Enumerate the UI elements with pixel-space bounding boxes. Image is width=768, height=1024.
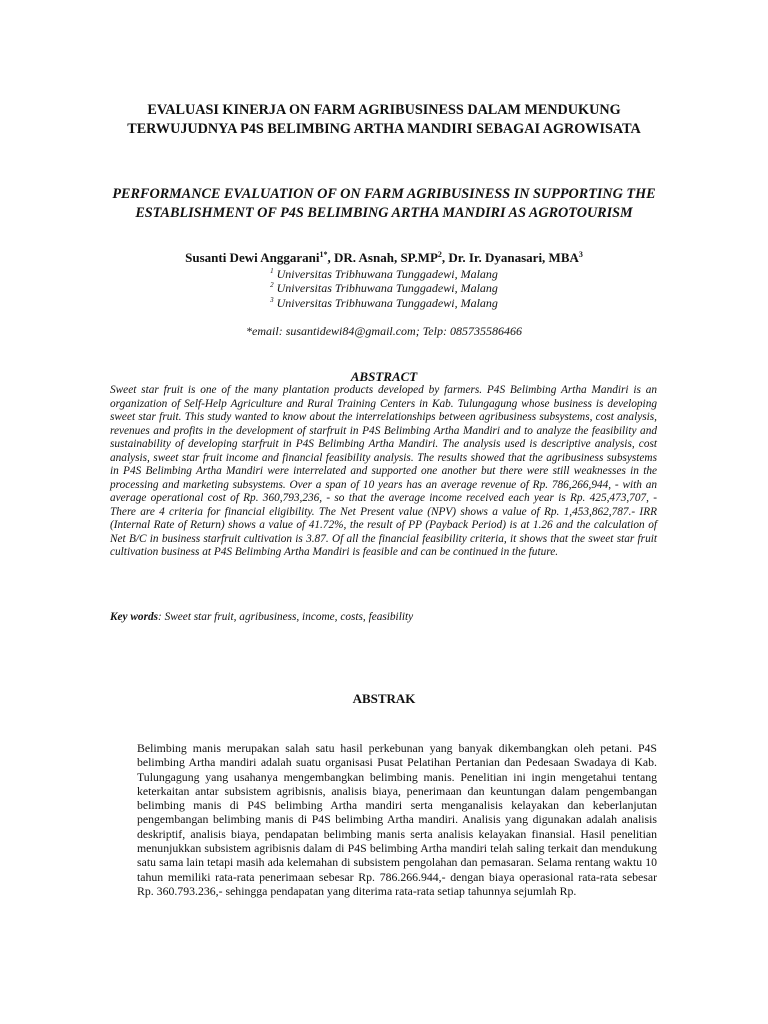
author-name: Susanti Dewi Anggarani [185, 250, 320, 265]
affiliation-line [100, 281, 668, 295]
paper-title-indonesian: EVALUASI KINERJA ON FARM AGRIBUSINESS DALAM MENDUKUNG TERWUJUDNYA P4S BELIMBING ARTHA MANDIRI SEBAGAI AGROWISATA [127, 102, 641, 137]
keywords-line [110, 611, 657, 625]
author-separator: , [441, 250, 449, 265]
author-affiliation-mark: 2 [437, 250, 442, 259]
author-name: Dr. Ir. Dyanasari, MBA [448, 250, 579, 265]
author-affiliation-mark: 3 [578, 250, 583, 259]
abstract-heading: ABSTRACT [350, 369, 418, 384]
affiliation-mark: 3 [270, 296, 274, 304]
paper-title-english: PERFORMANCE EVALUATION OF ON FARM AGRIBUSINESS IN SUPPORTING THE ESTABLISHMENT OF P4S BELIMBING ARTHA MANDIRI AS AGROTOURISM [112, 186, 656, 221]
affiliation-text: Universitas Tribhuwana Tunggadewi, Malang [276, 281, 498, 295]
author-list [60, 250, 708, 266]
affiliation-text: Universitas Tribhuwana Tunggadewi, Malang [276, 267, 498, 281]
author-name: DR. Asnah, SP.MP [333, 250, 438, 265]
abstrak-heading: ABSTRAK [352, 691, 416, 706]
abstract-body: Sweet star fruit is one of the many plantation products developed by farmers. P4S Belimbing Artha Mandiri is an organization of Self-Help Agriculture and Rural Training Centers in Kab. Tulungagung whose business is developing sweet star fruit. This study wanted to know about the interrelationships between agribusiness subsystems, cost analysis, revenues and profits in the development of starfruit in P4S Belimbing Artha Mandiri and to analyze the feasibility and sustainability of developing starfruit in P4S Belimbing Artha Mandiri. The analysis used is descriptive analysis, cost analysis, sweet star fruit income and financial feasibility analysis. The results showed that the agribusiness subsystems in P4S Belimbing Artha Mandiri were interrelated and supported one another but there were still weaknesses in the processing and marketing subsystems. Over a span of 10 years has an average revenue of Rp. 786,266,944, - with an average operational cost of Rp. 360,793,236, - so that the average income received each year is Rp. 425,473,707, - There are 4 criteria for financial eligibility. The Net Present value (NPV) shows a value of Rp. 1,453,862,787.- IRR (Internal Rate of Return) shows a value of 41.72%, the result of PP (Payback Period) is at 1.26 and the calculation of Net B/C in business starfruit cultivation is 3.87. Of all the financial feasibility criteria, it shows that the sweet star fruit cultivation business at P4S Belimbing Artha Mandiri is feasible and can be continued in the future. [110, 384, 657, 558]
author-separator: , [327, 250, 334, 265]
keywords-label: Key words [110, 611, 159, 623]
affiliation-mark: 1 [270, 267, 274, 275]
author-affiliation-mark: 1* [319, 250, 328, 259]
affiliation-text: Universitas Tribhuwana Tunggadewi, Malang [276, 296, 498, 310]
affiliation-mark: 2 [270, 281, 274, 289]
affiliation-line [100, 267, 668, 281]
contact-email: *email: susantidewi84@gmail.com; Telp: 085735586466 [246, 324, 522, 338]
abstrak-body: Belimbing manis merupakan salah satu hasil perkebunan yang banyak dikembangkan oleh petani. P4S belimbing Artha mandiri adalah suatu organisasi Pusat Pelatihan Pertanian dan Pedesaan Swadaya di Kab. Tulungagung yang usahanya mengembangkan belimbing manis. Penelitian ini ingin mengetahui tentang keterkaitan antar subsistem agribisnis, analisis biaya, penerimaan dan keuntungan dalam pengembangan belimbing manis di P4S belimbing Artha mandiri serta menganalisis kelayakan dan keberlanjutan pengembangan belimbing manis di P4S belimbing Artha mandiri. Analisis yang digunakan adalah analisis deskriptif, analisis biaya, pendapatan belimbing manis serta analisis kelayakan finansial. Hasil penelitian menunjukkan subsistem agribisnis dalam di P4S belimbing Artha mandiri telah saling terkait dan mendukung satu sama lain tetapi masih ada kelemahan di subsistem pengolahan dan pemasaran. Selama rentang waktu 10 tahun memiliki rata-rata penerimaan sebesar Rp. 786.266.944,- dengan biaya operasional rata-rata sebesar Rp. 360.793.236,- sehingga pendapatan yang diterima rata-rata setiap tahunnya sejumlah Rp. [137, 741, 657, 898]
affiliation-line [100, 296, 668, 310]
keywords-text: : Sweet star fruit, agribusiness, income, costs, feasibility [158, 611, 414, 623]
